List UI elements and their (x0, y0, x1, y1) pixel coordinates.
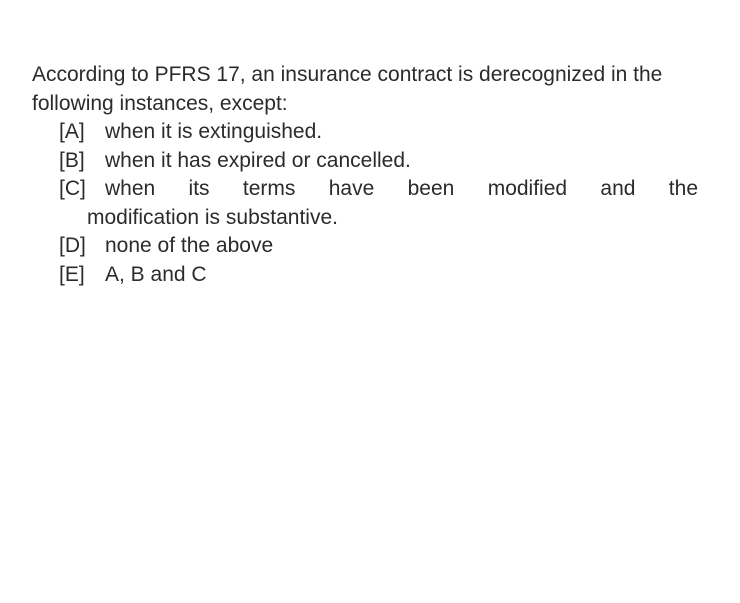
option-letter: [A] (59, 120, 85, 143)
option-d (59, 232, 698, 261)
option-letter: [D] (59, 234, 86, 257)
option-text-line: when its terms have been modified and the (105, 177, 698, 200)
question-stem: According to PFRS 17, an insurance contract is derecognized in the following instances, except: (32, 63, 663, 115)
option-c (59, 175, 698, 232)
option-b (59, 147, 698, 176)
option-text: when it has expired or cancelled. (105, 148, 411, 172)
option-text: none of the above (105, 234, 274, 257)
option-text: when it is extinguished. (105, 120, 323, 143)
option-letter: [E] (59, 262, 85, 286)
option-text: A, B and C (105, 262, 207, 286)
option-e (59, 261, 698, 290)
question-block (32, 60, 698, 289)
answer-options (32, 118, 698, 289)
option-a (59, 118, 698, 147)
option-letter: [C] (59, 177, 86, 200)
option-text-line: modification is substantive. (87, 205, 338, 229)
option-text (87, 175, 698, 232)
option-letter: [B] (59, 148, 85, 172)
